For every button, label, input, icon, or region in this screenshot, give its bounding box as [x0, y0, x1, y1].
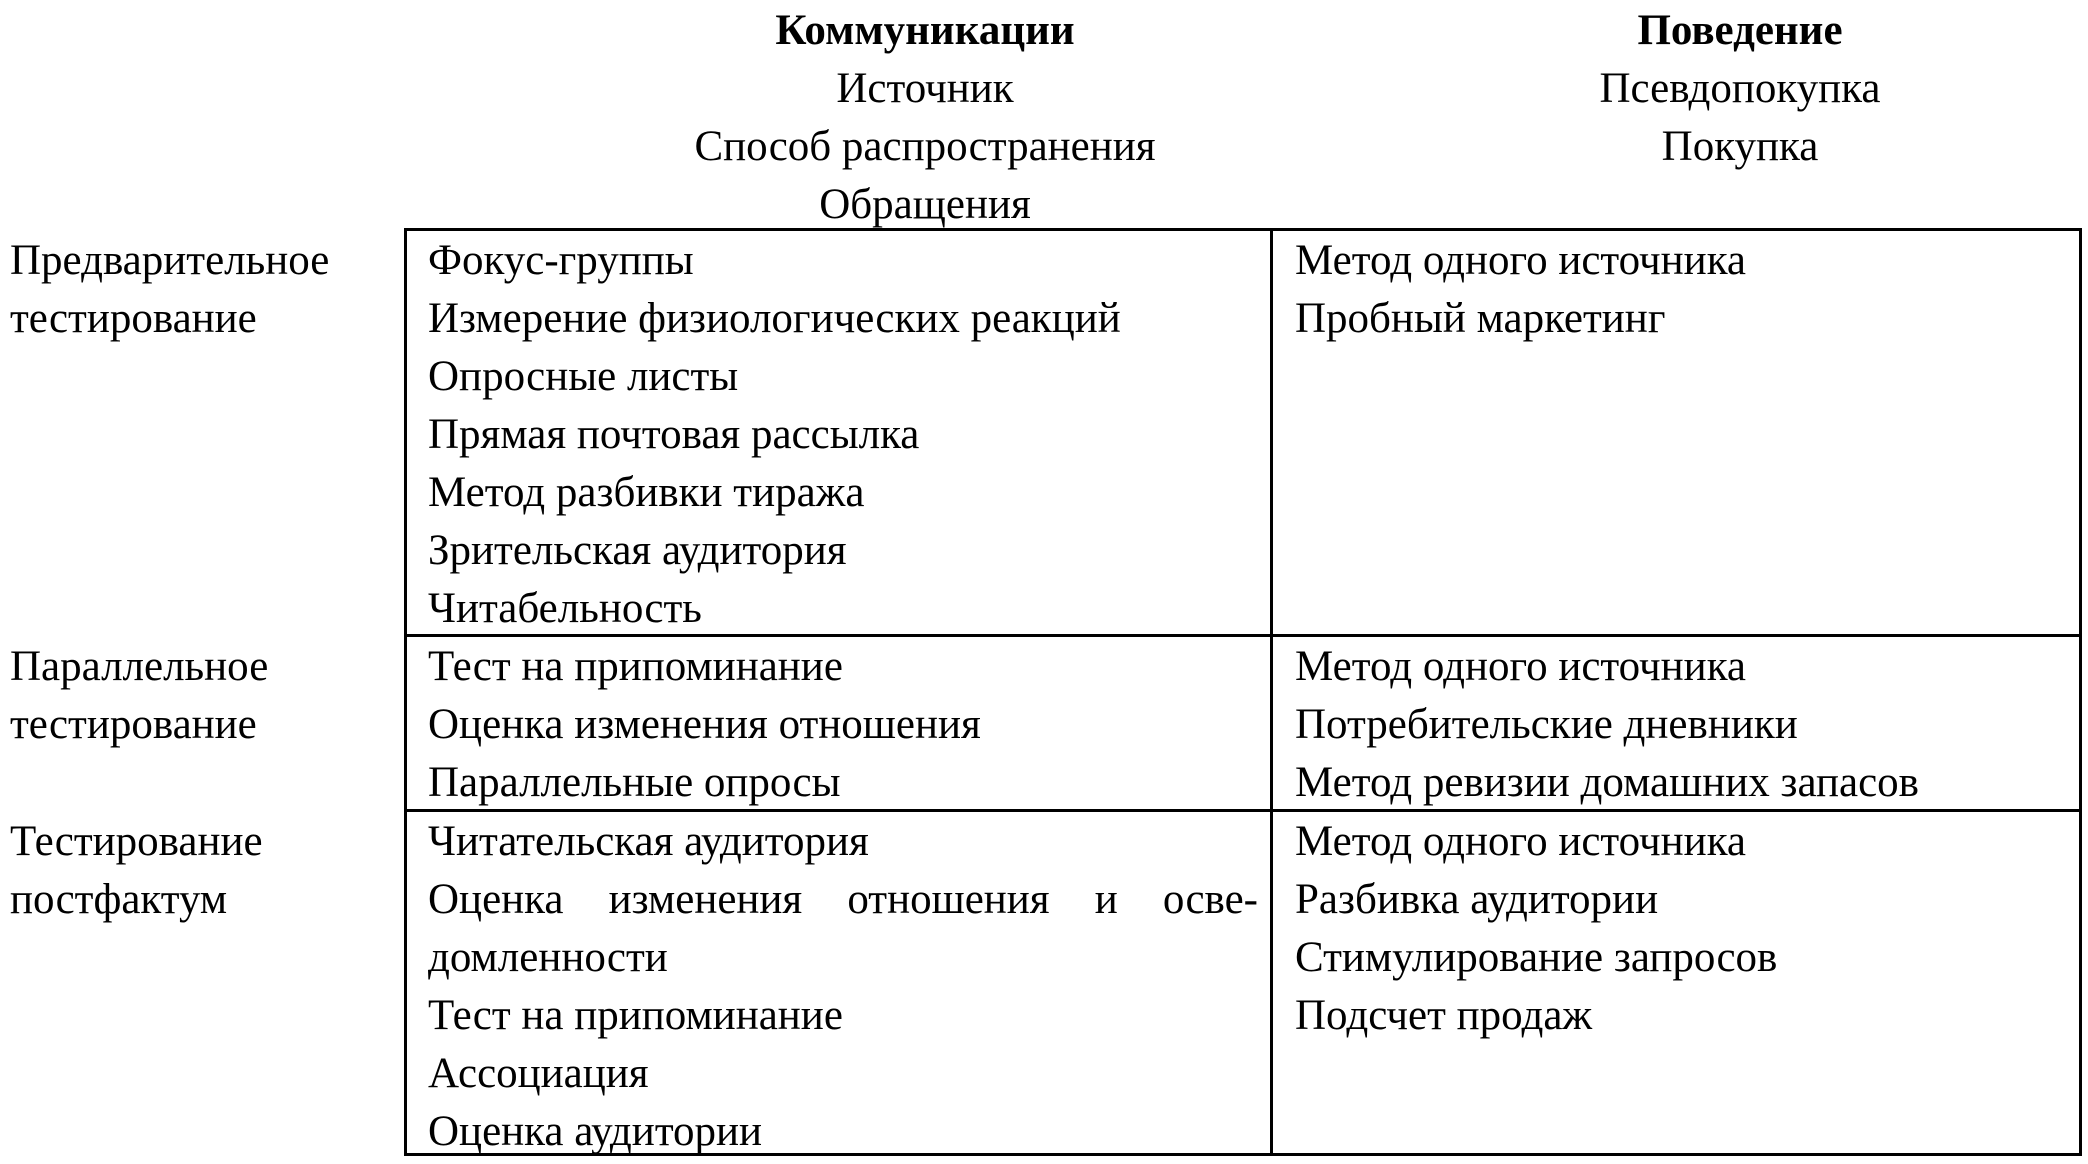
row-label-line: постфактум [10, 876, 228, 923]
list-item: Стимулирование запросов [1295, 934, 1778, 981]
communications-subitem: Обращения [819, 181, 1031, 228]
list-item: Метод разбивки тиража [428, 469, 865, 516]
list-item: Подсчет продаж [1295, 992, 1593, 1039]
communications-column-header [405, 2, 1445, 234]
row-label-line: тестирование [10, 701, 257, 748]
cell-posttest-communications [428, 813, 1258, 1161]
communications-subitem: Способ распространения [694, 123, 1156, 170]
behavior-subitem: Покупка [1661, 123, 1819, 170]
communications-title: Коммуникации [775, 7, 1075, 54]
cell-parallel-behavior [1295, 638, 2075, 812]
list-item: Пробный маркетинг [1295, 295, 1666, 342]
list-item: Читабельность [428, 585, 702, 632]
list-item: Параллельные опросы [428, 759, 841, 806]
cell-pretest-behavior [1295, 232, 2075, 348]
list-item: Оценка изменения отношения и осве- [428, 876, 1258, 923]
list-item: Оценка изменения отношения [428, 701, 981, 748]
row-label-posttest [10, 813, 400, 929]
list-item: Метод ревизии домашних запасов [1295, 759, 1919, 806]
row-label-line: Тестирование [10, 818, 263, 865]
list-item: Фокус-группы [428, 237, 694, 284]
behavior-subitem: Псевдопокупка [1599, 65, 1881, 112]
row-label-line: Предварительное [10, 237, 330, 284]
list-item: Зрительская аудитория [428, 527, 847, 574]
cell-parallel-communications [428, 638, 1258, 812]
list-item: Разбивка аудитории [1295, 876, 1659, 923]
list-item: Тест на припоминание [428, 992, 843, 1039]
list-item: Опросные листы [428, 353, 739, 400]
cell-pretest-communications [428, 232, 1258, 638]
list-item: домленности [428, 934, 668, 981]
row-label-parallel [10, 638, 400, 754]
cell-posttest-behavior [1295, 813, 2075, 1045]
communications-subitem: Источник [836, 65, 1014, 112]
list-item: Тест на припоминание [428, 643, 843, 690]
behavior-title: Поведение [1637, 7, 1843, 54]
behavior-column-header [1470, 2, 2010, 176]
list-item: Читательская аудитория [428, 818, 869, 865]
list-item: Метод одного источника [1295, 237, 1747, 284]
row-label-line: Параллельное [10, 643, 269, 690]
list-item: Прямая почтовая рассылка [428, 411, 920, 458]
row-label-line: тестирование [10, 295, 257, 342]
list-item: Оценка аудитории [428, 1108, 763, 1155]
list-item: Ассоциация [428, 1050, 649, 1097]
row-label-pretest [10, 232, 400, 348]
list-item: Потребительские дневники [1295, 701, 1798, 748]
list-item: Метод одного источника [1295, 818, 1747, 865]
list-item: Измерение физиологических реакций [428, 295, 1121, 342]
column-divider [1270, 228, 1273, 1156]
list-item: Метод одного источника [1295, 643, 1747, 690]
